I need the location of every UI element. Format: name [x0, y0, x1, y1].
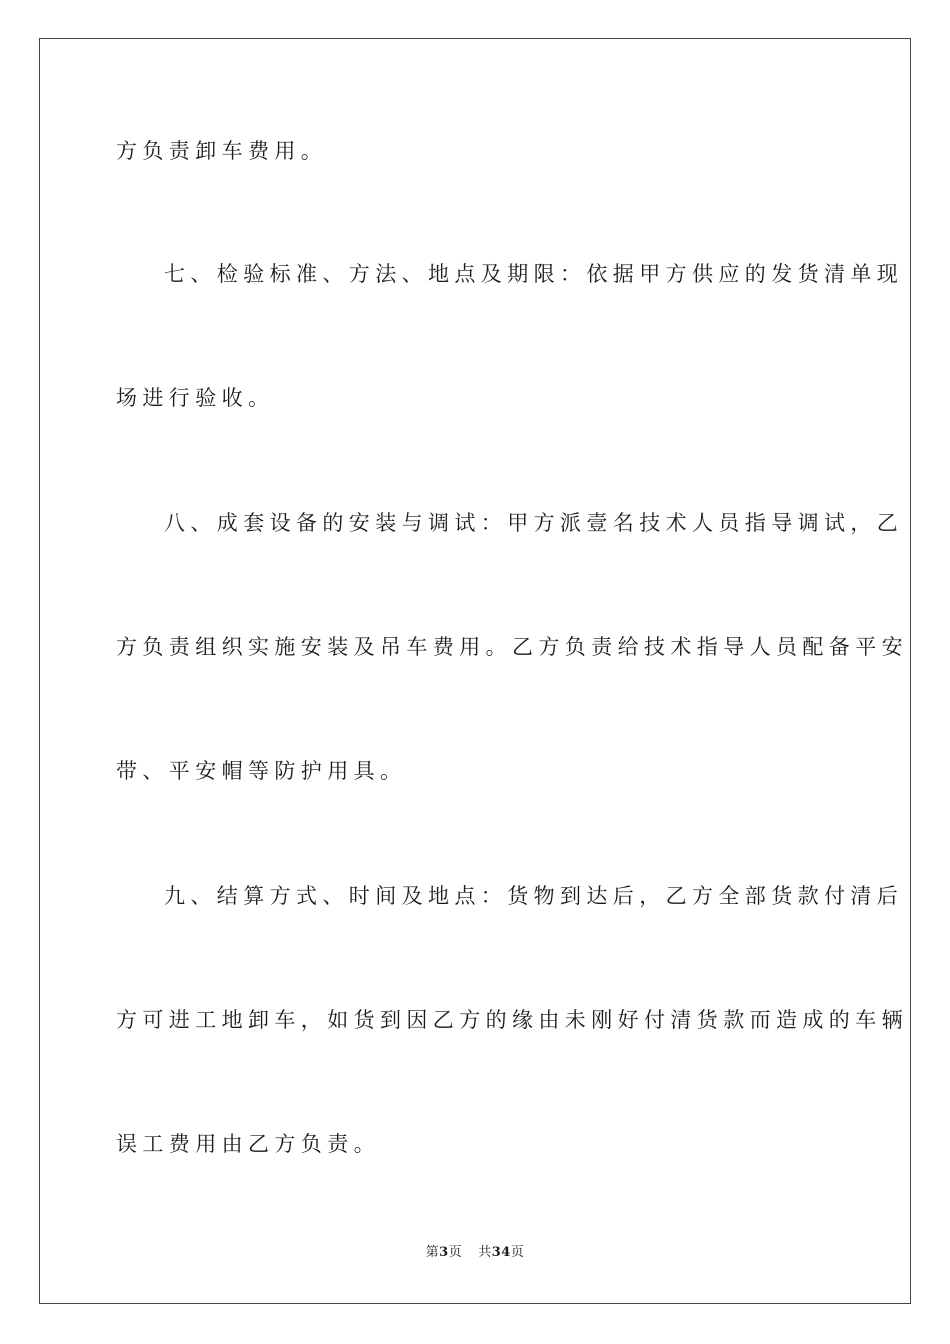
page-border — [39, 38, 911, 1304]
text-line: 方负责卸车费用。 — [116, 139, 328, 163]
total-pages: 34 — [491, 1245, 511, 1260]
text-line: 方负责组织实施安装及吊车费用。乙方负责给技术指导人员配备平安 — [116, 635, 908, 659]
text-line: 七、检验标准、方法、地点及期限：依据甲方供应的发货清单现 — [164, 262, 904, 286]
text-line: 带、平安帽等防护用具。 — [116, 759, 407, 783]
text-line: 八、成套设备的安装与调试：甲方派壹名技术人员指导调试，乙 — [164, 511, 904, 535]
text-line: 误工费用由乙方负责。 — [116, 1132, 380, 1156]
total-prefix: 共 — [478, 1245, 492, 1260]
page-number: 3 — [439, 1245, 449, 1260]
page-suffix: 页 — [448, 1245, 463, 1260]
total-suffix: 页 — [510, 1245, 525, 1260]
page-prefix: 第 — [425, 1245, 440, 1260]
text-line: 方可进工地卸车，如货到因乙方的缘由未刚好付清货款而造成的车辆 — [116, 1008, 908, 1032]
text-line: 九、结算方式、时间及地点：货物到达后，乙方全部货款付清后 — [164, 884, 904, 908]
page-footer — [0, 1244, 950, 1262]
text-line: 场进行验收。 — [116, 386, 275, 410]
